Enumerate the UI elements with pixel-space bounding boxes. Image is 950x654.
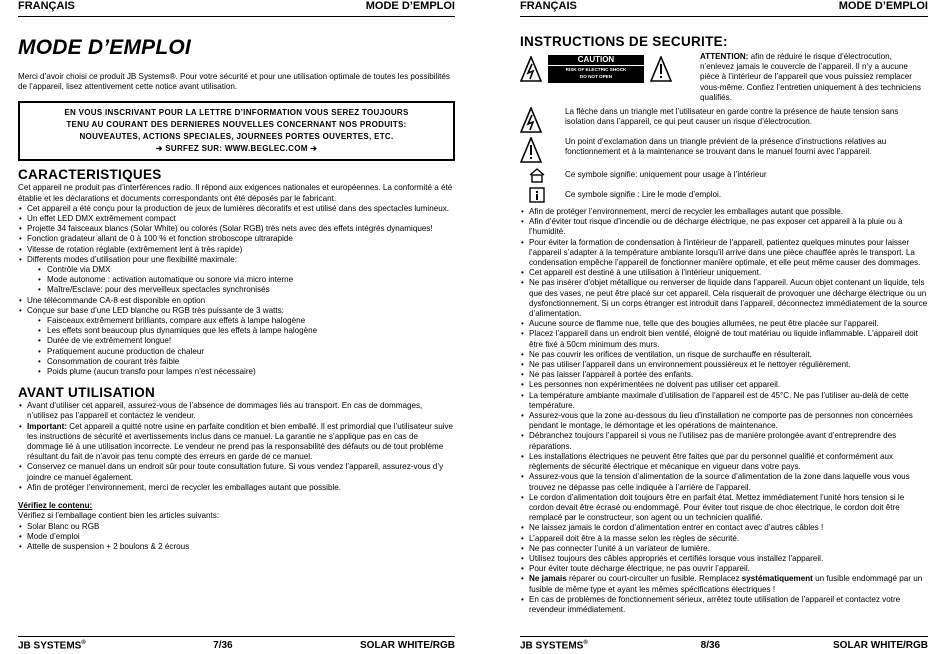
symbol-cell <box>520 137 565 163</box>
list-item: • Ne laissez jamais le cordon d’alimentation entrer en contact avec d’autres câbles ! <box>529 523 928 533</box>
high-voltage-icon <box>520 56 542 82</box>
voltage-text: La flèche dans un triangle met l’utilisateur en garde contre la présence de haute tension sans isolation dans l’appareil, ce qui peut causer un risque d’électrocution. <box>565 107 899 127</box>
page-body <box>18 20 455 552</box>
intro-text: Merci d’avoir choisi ce produit JB Systems®. Pour votre sécurité et pour une utilisation optimale de toutes les possibilités de l’appareil, lisez attentivement cette notice avant utilisation. <box>18 72 450 92</box>
newsletter-link[interactable]: ➔ SURFEZ SUR: WWW.BEGLEC.COM ➔ <box>155 144 318 154</box>
list-item: • Mode d’emploi <box>27 532 455 542</box>
page-title: MODE D’EMPLOI <box>18 36 191 59</box>
fuse-emphasis: systématiquement <box>741 574 813 584</box>
manual-text: Ce symbole signifie : Lire le mode d’emploi. <box>565 190 722 200</box>
page-header <box>520 0 928 17</box>
list-item: • Conservez ce manuel dans un endroit sûr pour toute consultation future. Si vous vendez l’appareil, assurez-vous d’y joindre ce manuel également. <box>27 462 455 482</box>
before-use-list <box>18 401 455 493</box>
list-item: • Avant d’utiliser cet appareil, assurez-vous de l’absence de dommages liés au transport. En cas de dommages, n’utilisez pas l’appareil et contactez le vendeur. <box>27 401 455 421</box>
footer-brand <box>18 640 86 651</box>
fuse-emphasis: Ne jamais <box>529 574 567 584</box>
caution-row <box>520 52 928 103</box>
footer-brand-text: JB SYSTEMS <box>18 640 82 652</box>
high-voltage-icon <box>520 107 542 133</box>
list-item: • Aucune source de flamme nue, telle que des bougies allumées, ne peut être placée sur l’appareil. <box>529 319 928 329</box>
list-item: • Afin de protéger l’environnement, merci de recycler les emballages autant que possible. <box>529 207 928 217</box>
list-item: • Cet appareil est destiné à une utilisation à l’intérieur uniquement. <box>529 268 928 278</box>
list-item: • Mode autonome : activation automatique ou sonore via micro interne <box>47 275 455 285</box>
header-section: MODE D’EMPLOI <box>838 0 928 12</box>
before-use-heading: AVANT UTILISATION <box>18 385 156 401</box>
list-item: • Poids plume (aucun transfo pour lampes n’est nécessaire) <box>47 367 455 377</box>
newsletter-line: TENU AU COURANT DES DERNIERES NOUVELLES CONCERNANT NOS PRODUITS: <box>66 120 407 130</box>
list-item: • En cas de problèmes de fonctionnement sérieux, arrêtez toute utilisation de l’appareil et contactez votre revendeur immédiatement. <box>529 595 928 615</box>
list-item: • Cet appareil a été conçu pour la production de jeux de lumières décoratifs et est utilisé dans des spectacles lumineux. <box>27 204 455 214</box>
page-right <box>475 0 950 654</box>
verify-list <box>18 522 455 553</box>
list-item: • Consommation de courant très faible <box>47 357 455 367</box>
list-item: • Débranchez toujours l’appareil si vous ne l’utilisez pas de manière prolongée avant d’entreprendre des réparations. <box>529 431 928 451</box>
symbol-cell <box>520 167 565 183</box>
exclamation-text: Un point d’exclamation dans un triangle prévient de la présence d’instructions relatives au fonctionnement et à la maintenance se trouvant dans le manuel fourni avec l’appareil. <box>565 137 887 157</box>
list-item <box>529 574 928 594</box>
list-item: • Fonction gradateur allant de 0 à 100 % et fonction stroboscope ultrarapide <box>27 234 455 244</box>
list-item: • Assurez-vous que la zone au-dessous du lieu d’installation ne comporte pas de personnes non concernées pendant le montage, le démontage et les opérations de maintenance. <box>529 411 928 431</box>
page-title: INSTRUCTIONS DE SECURITE: <box>520 34 728 49</box>
important-label: Important: <box>27 421 68 431</box>
fuse-text: réparer ou court-circuiter un fusible. Remplacez <box>566 574 742 584</box>
list-item: • Le cordon d’alimentation doit toujours être en parfait état. Mettez immédiatement l’unité hors tension si le cordon devait être écrasé ou endommagé. Pour éviter tout risque de choc électrique, le cordon doit être remplacé par le constructeur, son agent ou un technicien qualifié. <box>529 493 928 524</box>
list-item: • Assurez-vous que la tension d’alimentation de la source d’alimentation de la zone dans laquelle vous vous trouvez ne dépasse pas celle indiquée à l’arrière de l’appareil. <box>529 472 928 492</box>
page-body <box>520 20 928 615</box>
list-item: • Utilisez toujours des câbles appropriés et certifiés lorsque vous installez l’appareil. <box>529 554 928 564</box>
list-item: • Les installations électriques ne peuvent être faites que par du personnel qualifié et conformément aux règlements de sécurité électrique et mécanique en vigueur dans votre pays. <box>529 452 928 472</box>
exclamation-icon <box>650 56 672 82</box>
indoor-row <box>520 167 928 183</box>
symbol-cell <box>520 107 565 133</box>
features-text: Cet appareil ne produit pas d’interférences radio. Il répond aux exigences nationales et européennes. La conformité a été établie et les déclarations et documents correspondants ont été déposés par le fabricant. <box>18 183 453 203</box>
list-item: • Conçue sur base d’une LED blanche ou RGB très puissante de 3 watts: <box>27 306 455 316</box>
features-list <box>18 204 455 265</box>
footer-brand <box>520 640 588 651</box>
list-item <box>27 422 455 463</box>
list-item: • Ne pas laisser l’appareil à portée des enfants. <box>529 370 928 380</box>
verify-text: Vérifiez si l’emballage contient bien les articles suivants: <box>18 511 220 521</box>
list-item: • Pour éviter la formation de condensation à l’intérieur de l’appareil, patientez quelques minutes pour laisser l’appareil s’adapter à la température ambiante lorsqu’il arrive dans une pièce chauffée après le transport. La condensation empêche l’appareil de fonctionner manière optimale, et elle peut même causer des dommages. <box>529 238 928 269</box>
indoor-text: Ce symbole signifie: uniquement pour usage à l’intérieur <box>565 170 767 180</box>
page-number: 7/36 <box>213 640 233 651</box>
read-manual-icon <box>528 186 546 204</box>
verify-section <box>18 501 455 552</box>
list-item: • Afin de protéger l’environnement, merci de recycler les emballages autant que possible. <box>27 483 455 493</box>
exclamation-row <box>520 137 928 163</box>
list-item: • Ne pas insérer d’objet métallique ou renverser de liquide dans l’appareil. Aucun objet contenant un liquide, tels que des vases, ne peut être placé sur cet appareil. Cela risquerait de provoquer une décharge électrique ou un dysfonctionnement. Si un corps étranger est introduit dans l’appareil, déconnectez immédiatement de la source d’alimentation. <box>529 278 928 319</box>
newsletter-box <box>18 101 455 161</box>
list-item: • L’appareil doit être à la masse selon les règles de sécurité. <box>529 534 928 544</box>
important-text: Cet appareil a quitté notre usine en parfaite condition et bien emballé. Il est primordial que l’utilisateur suive les instructions de sécurité et avertissements inclus dans ce manuel. La garantie ne s’applique pas en cas de dommage lié à une utilisation incorrecte. Le vendeur ne prend pas la responsabilité des défauts ou de tout problème résultant du fait de n’avoir pas tenu compte des erreurs en garde de ce manuel. <box>27 421 454 462</box>
list-item: • Projette 34 faisceaux blancs (Solar White) ou colorés (Solar RGB) très nets avec des effets intégrés dynamiques! <box>27 224 455 234</box>
list-item: • Ne pas utiliser l’appareil dans un environnement poussiéreux et le nettoyer régulièrement. <box>529 360 928 370</box>
page-footer <box>18 636 455 654</box>
caution-subtext: RISK OF ELECTRIC SHOCK <box>565 67 627 72</box>
voltage-row <box>520 107 928 133</box>
list-item: • Pratiquement aucune production de chaleur <box>47 347 455 357</box>
footer-product: SOLAR WHITE/RGB <box>360 640 455 651</box>
fuse-text: un fusible endommagé par un fusible de même type et ayant les mêmes spécifications électriques ! <box>529 574 923 594</box>
page-header <box>18 0 455 17</box>
registered-mark: ® <box>583 639 588 646</box>
list-item: • Maître/Esclave: pour des merveilleux spectacles synchronisés <box>47 285 455 295</box>
footer-brand-text: JB SYSTEMS <box>520 640 584 652</box>
features-heading: CARACTERISTIQUES <box>18 167 162 183</box>
safety-list <box>520 207 928 615</box>
list-item: • La température ambiante maximale d’utilisation de l’appareil est de 45°C. Ne pas l’utiliser au-delà de cette température. <box>529 391 928 411</box>
caution-subtext: DO NOT OPEN <box>579 74 613 79</box>
list-item: • Faisceaux extrêmement brilliants, compare aux effets à lampe halogène <box>47 316 455 326</box>
symbol-cell <box>520 186 565 204</box>
page-footer <box>520 636 928 654</box>
indoor-house-icon <box>528 167 546 183</box>
list-item: • Vitesse de rotation réglable (extrêmement lent à très rapide) <box>27 245 455 255</box>
caution-text: CAUTION <box>548 55 644 66</box>
newsletter-line: NOUVEAUTES, ACTIONS SPECIALES, JOURNEES PORTES OUVERTES, ETC. <box>79 132 394 142</box>
header-language: FRANÇAIS <box>520 0 577 12</box>
list-item: • Differents modes d’utilisation pour une flexibilité maximale: <box>27 255 455 265</box>
list-item: • Un effet LED DMX extrêmement compact <box>27 214 455 224</box>
caution-symbols <box>520 55 700 83</box>
verify-heading: Vérifiez le contenu: <box>18 501 93 511</box>
header-language: FRANÇAIS <box>18 0 75 12</box>
list-item: • Une télécommande CA-8 est disponible en option <box>27 296 455 306</box>
list-item: • Contrôle via DMX <box>47 265 455 275</box>
features-list-2 <box>18 296 455 316</box>
attention-text <box>700 52 928 103</box>
list-item: • Les personnes non expérimentées ne doivent pas utiliser cet appareil. <box>529 380 928 390</box>
registered-mark: ® <box>81 639 86 646</box>
manual-row <box>520 186 928 204</box>
page-number: 8/36 <box>700 640 721 651</box>
list-item: • Durée de vie extrêmement longue! <box>47 336 455 346</box>
list-item: • Les effets sont beaucoup plus dynamiques que les effets à lampe halogène <box>47 326 455 336</box>
list-item: • Attelle de suspension + 2 boulons & 2 écrous <box>27 542 455 552</box>
list-item: • Pour éviter toute décharge électrique, ne pas ouvrir l’appareil. <box>529 564 928 574</box>
attention-body: afin de réduire le risque d’électrocution, n’enlevez jamais le couvercle de l’appareil. Il n’y a aucune pièce à l’intérieur de l’appareil que vous puissiez remplacer vous-même. Confiez l’entretien uniquement à des techniciens qualifiés. <box>700 52 921 102</box>
caution-label <box>548 55 644 83</box>
attention-label: ATTENTION: <box>700 52 749 61</box>
modes-list <box>18 265 455 296</box>
list-item: • Solar Blanc ou RGB <box>27 522 455 532</box>
list-item: • Ne pas connecter l’unité à un variateur de lumière. <box>529 544 928 554</box>
exclamation-icon <box>520 137 542 163</box>
newsletter-line: EN VOUS INSCRIVANT POUR LA LETTRE D’INFORMATION VOUS SEREZ TOUJOURS <box>64 108 409 118</box>
list-item: • Afin d’éviter tout risque d’incendie ou de décharge électrique, ne pas exposer cet appareil à la pluie ou à l’humidité. <box>529 217 928 237</box>
list-item: • Ne pas couvrir les orifices de ventilation, un risque de surchauffe en résulterait. <box>529 350 928 360</box>
list-item: • Placez l’appareil dans un endroit bien ventilé, éloigné de tout matériau ou liquide inflammable. L’appareil doit être fixé à 50cm minimum des murs. <box>529 329 928 349</box>
led-list <box>18 316 455 377</box>
footer-product: SOLAR WHITE/RGB <box>833 640 928 651</box>
header-section: MODE D’EMPLOI <box>365 0 455 12</box>
